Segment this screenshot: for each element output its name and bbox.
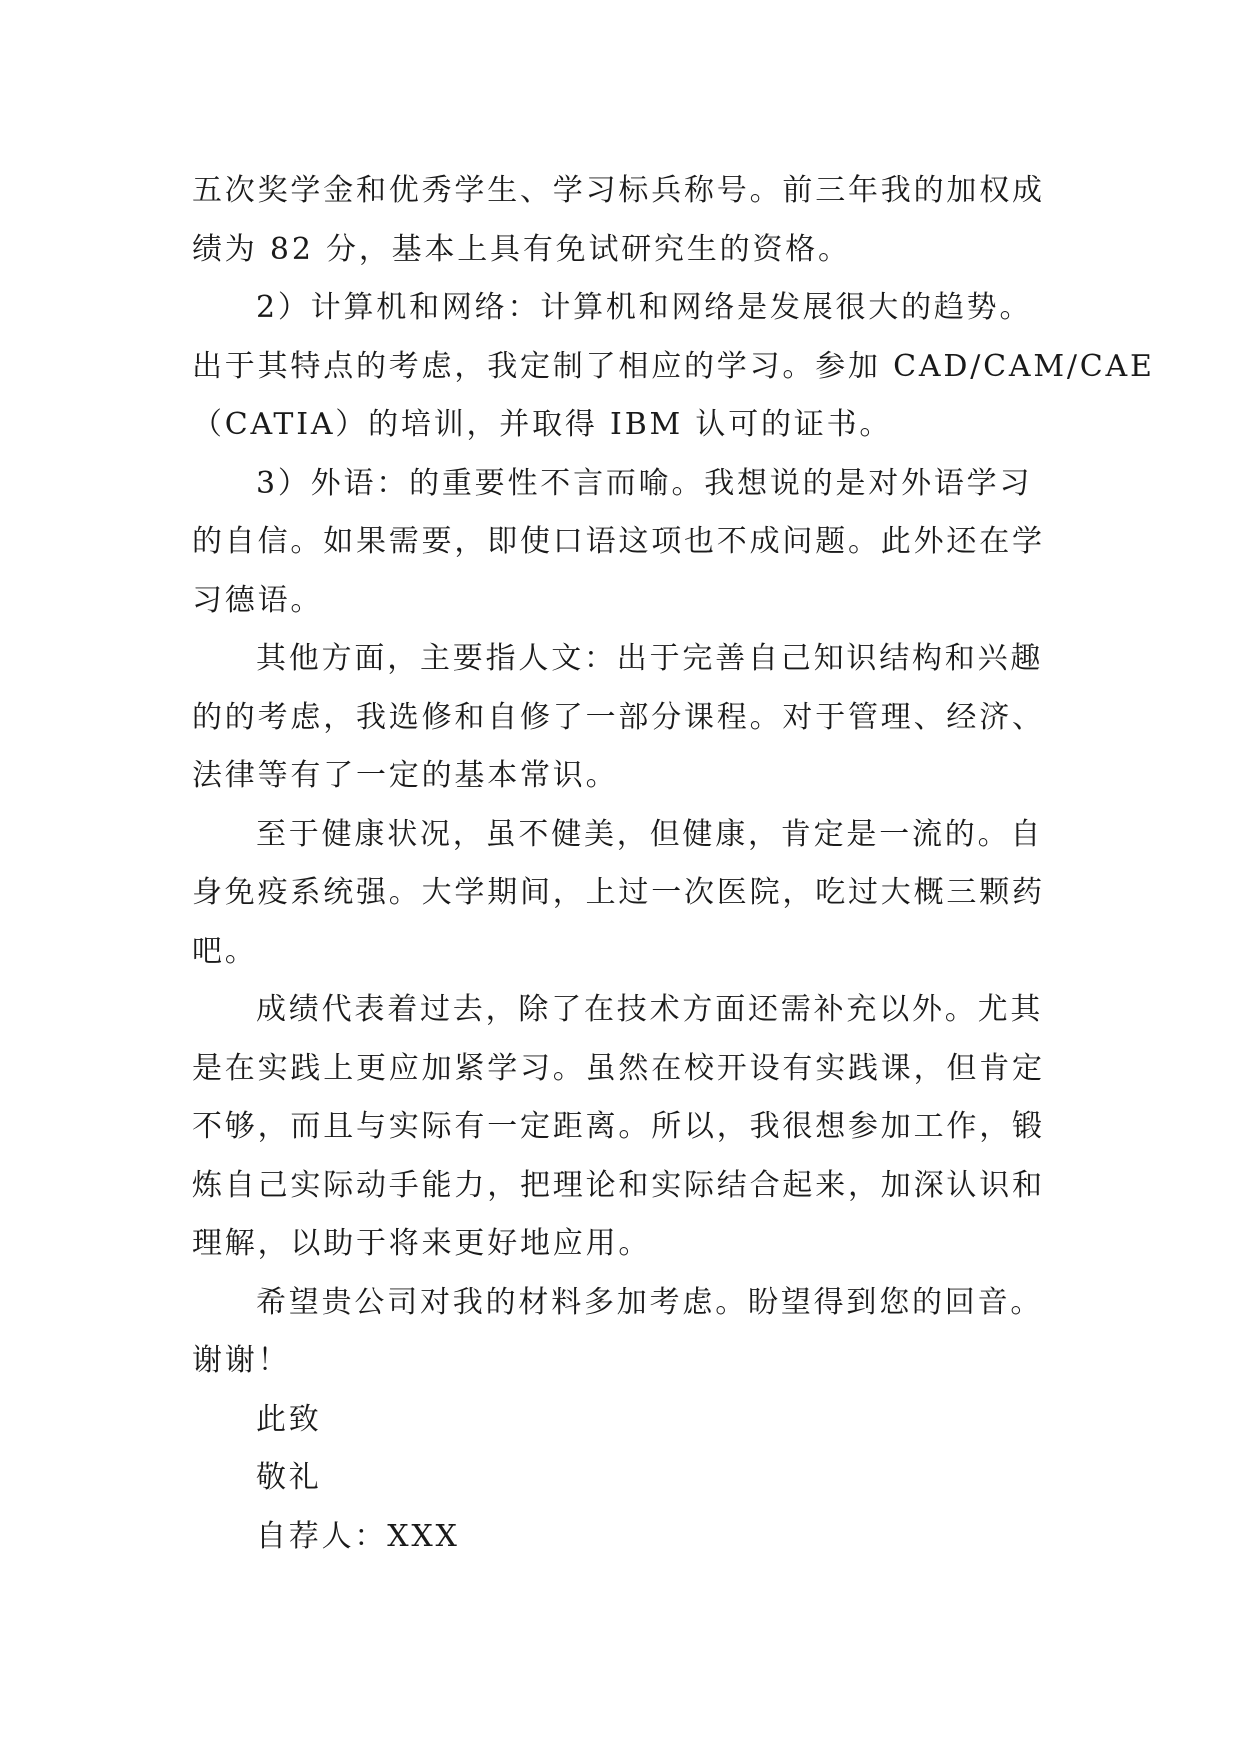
text-line: 其他方面，主要指人文：出于完善自己知识结构和兴趣 <box>256 641 1044 676</box>
text-line: 希望贵公司对我的材料多加考虑。盼望得到您的回音。 <box>256 1284 1044 1320</box>
letter-body <box>192 162 1155 1566</box>
text-line: 出于其特点的考虑，我定制了相应的学习。参加 CAD/CAM/CAE <box>192 348 1155 384</box>
text-line: （CATIA）的培训，并取得 IBM 认可的证书。 <box>192 407 893 442</box>
text-line: 成绩代表着过去，除了在技术方面还需补充以外。尤其 <box>256 992 1044 1027</box>
text-line: 是在实践上更应加紧学习。虽然在校开设有实践课，但肯定 <box>192 1050 1045 1086</box>
text-line: 理解，以助于将来更好地应用。 <box>192 1226 652 1261</box>
text-line: 2）计算机和网络：计算机和网络是发展很大的趋势。 <box>256 290 1033 325</box>
text-line: 绩为 82 分，基本上具有免试研究生的资格。 <box>192 231 851 267</box>
signature-line: 自荐人：XXX <box>256 1518 460 1554</box>
text-line: 炼自己实际动手能力，把理论和实际结合起来，加深认识和 <box>192 1167 1045 1203</box>
text-line: 的自信。如果需要，即使口语这项也不成问题。此外还在学 <box>192 524 1045 559</box>
closing-salutation: 此致 <box>256 1401 322 1437</box>
text-line: 谢谢！ <box>192 1343 291 1378</box>
text-line: 身免疫系统强。大学期间，上过一次医院，吃过大概三颗药 <box>192 875 1045 910</box>
text-line: 至于健康状况，虽不健美，但健康，肯定是一流的。自 <box>256 816 1044 852</box>
text-line: 习德语。 <box>192 582 324 618</box>
text-line: 五次奖学金和优秀学生、学习标兵称号。前三年我的加权成 <box>192 173 1045 208</box>
text-line: 吧。 <box>192 933 258 969</box>
text-line: 的的考虑，我选修和自修了一部分课程。对于管理、经济、 <box>192 699 1045 735</box>
text-line: 不够，而且与实际有一定距离。所以，我很想参加工作，锻 <box>192 1109 1045 1144</box>
text-line: 3）外语：的重要性不言而喻。我想说的是对外语学习 <box>256 465 1033 501</box>
closing-regards: 敬礼 <box>256 1460 322 1495</box>
text-line: 法律等有了一定的基本常识。 <box>192 758 619 793</box>
